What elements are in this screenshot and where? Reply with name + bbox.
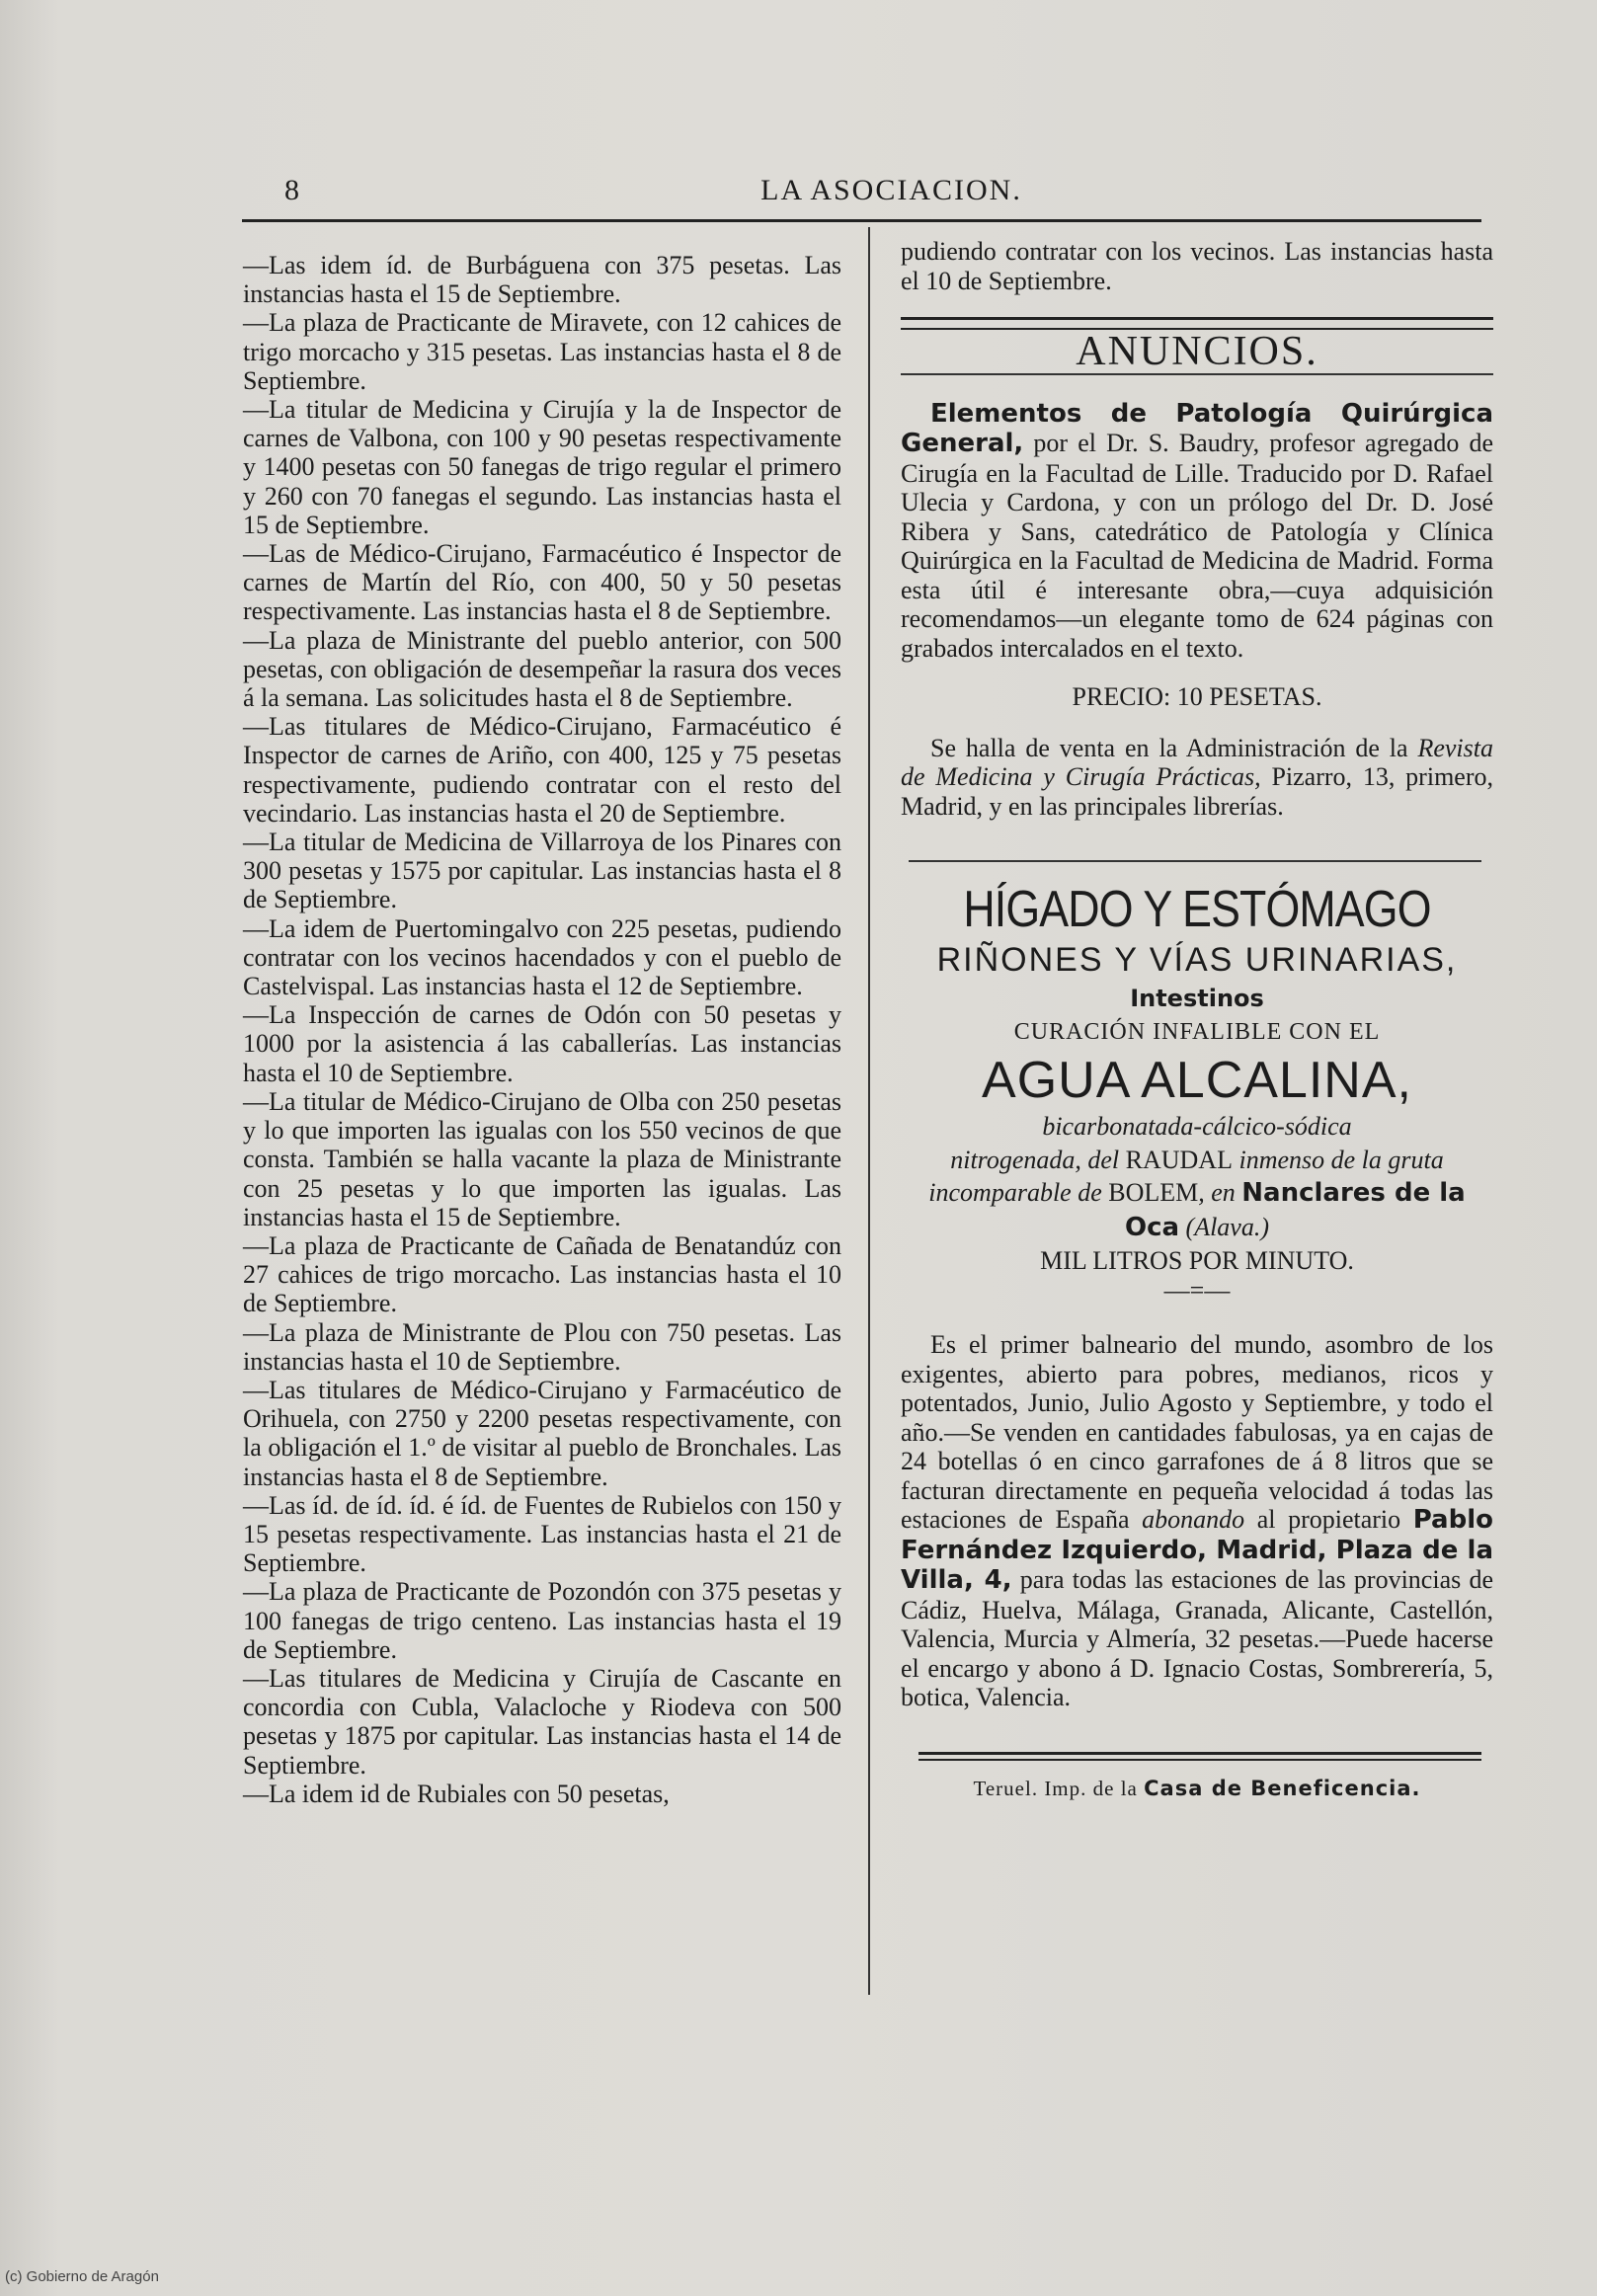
vacancy-paragraph: —La idem id de Rubiales con 50 pesetas, xyxy=(243,1779,670,1808)
vacancy-paragraph: —Las titulares de Medicina y Cirujía de Cascante en concordia con Cubla, Valacloche y Riodeva con 500 pesetas y 1875 por capitular. Las instancias hasta el 14 de Septiembre. xyxy=(243,1663,841,1780)
ad-text: para todas las estaciones de las provincias de Cádiz, Huelva, Málaga, Granada, Alicante, Castellón, Valencia, Murcia y Almería, 32 pesetas.—Puede hacerse el encargo y abono á D. Ignacio Costas, Sombrerería, 5, botica, Valencia. xyxy=(901,1565,1493,1711)
vacancy-paragraph: —Las titulares de Médico-Cirujano y Farmacéutico de Orihuela, con 2750 y 2200 pesetas respectivamente, con la obligación el 1.º de visitar al pueblo de Bronchales. Las instancias hasta el 8 de Septiembre. xyxy=(243,1375,841,1491)
ad-book-sale xyxy=(901,734,1493,822)
header-rule xyxy=(242,219,1481,222)
ad-water-line: CURACIÓN INFALIBLE CON EL xyxy=(1013,1018,1381,1045)
vacancy-paragraph: —Las de Médico-Cirujano, Farmacéutico é Inspector de carnes de Martín del Río, con 400, 50 y 50 pesetas respectivamente. Las instancias hasta el 8 de Septiembre. xyxy=(243,539,841,626)
vacancy-paragraph: —La plaza de Practicante de Cañada de Benatandúz con 27 cahices de trigo morcacho. Las instancias hasta el 10 de Septiembre. xyxy=(243,1230,841,1318)
owner-address: Pablo Fernández Izquierdo, Madrid, Plaza de la Villa, 4, xyxy=(901,1505,1493,1595)
ad-water-body xyxy=(901,1330,1493,1712)
imprint-rule xyxy=(918,1752,1481,1761)
ad-water-line xyxy=(901,1178,1493,1209)
section-title: ANUNCIOS. xyxy=(1076,329,1318,374)
vacancy-paragraph: —La titular de Medicina y Cirujía y la de Inspector de carnes de Valbona, con 100 y 90 pesetas respectivamente y 1400 pesetas con 50 fanegas de trigo regular el primero y 260 con 70 fanegas el segundo. Las instancias hasta el 15 de Septiembre. xyxy=(243,395,841,539)
vacancy-paragraph: —Las idem íd. de Burbáguena con 375 pesetas. Las instancias hasta el 15 de Septiembre. xyxy=(243,251,841,309)
vacancy-paragraph: —La plaza de Ministrante del pueblo anterior, con 500 pesetas, con obligación de desempeñar la rasura dos veces á la semana. Las solicitudes hasta el 8 de Septiembre. xyxy=(243,625,841,713)
vacancy-paragraph: —La Inspección de carnes de Odón con 50 pesetas y 1000 por la asistencia á las caballerías. Las instancias hasta el 10 de Septiembre. xyxy=(243,1000,841,1087)
journal-name: Revista de Medicina y Cirugía Prácticas, xyxy=(901,733,1493,791)
vacancy-paragraph: —Las íd. de íd. íd. é íd. de Fuentes de Rubielos con 150 y 15 pesetas respectivamente. Las instancias hasta el 21 de Septiembre. xyxy=(243,1490,841,1578)
page-number: 8 xyxy=(284,174,299,206)
running-title: LA ASOCIACION. xyxy=(760,174,1022,206)
vacancy-paragraph: —La plaza de Practicante de Miravete, con 12 cahices de trigo morcacho y 315 pesetas. Las instancias hasta el 8 de Septiembre. xyxy=(243,308,841,395)
ad-book-body: por el Dr. S. Baudry, profesor agregado de Cirugía en la Facultad de Lille. Traducido por D. Rafael Ulecia y Cardona, y con un prólogo del Dr. D. José Ribera y Sans, catedrático de Patología y Clínica Quirúrgica en la Facultad de Medicina de Madrid. Forma esta útil é interesante obra,—cuya adquisición recomendamos—un elegante tomo de 624 páginas con grabados intercalados en el texto. xyxy=(901,429,1493,663)
sale-text: Pizarro, 13, primero, Madrid, y en las principales librerías. xyxy=(901,762,1493,821)
continuation-paragraph: pudiendo contratar con los vecinos. Las instancias hasta el 10 de Septiembre. xyxy=(901,237,1493,295)
ad-book-price: PRECIO: 10 PESETAS. xyxy=(1072,682,1322,711)
column-divider xyxy=(868,227,870,1995)
ad-text: nitrogenada, del xyxy=(950,1145,1126,1174)
ad-book xyxy=(901,399,1493,664)
ad-water-line: bicarbonatada-cálcico-sódica xyxy=(1042,1112,1352,1141)
vacancy-paragraph: —La titular de Médico-Cirujano de Olba con 250 pesetas y lo que importen las igualas con los 550 vecinos de que consta. También se halla vacante la plaza de Ministrante con 25 pesetas y lo que importen las igualas. Las instancias hasta el 15 de Septiembre. xyxy=(243,1086,841,1231)
vacancy-paragraph: —Las titulares de Médico-Cirujano, Farmacéutico é Inspector de carnes de Ariño, con 400, 125 y 75 pesetas respectivamente, pudiendo contratar con el resto del vecindario. Las instancias hasta el 20 de Septiembre. xyxy=(243,712,841,828)
ad-text: RAUDAL xyxy=(1125,1145,1233,1174)
vacancy-paragraph: —La plaza de Ministrante de Plou con 750 pesetas. Las instancias hasta el 10 de Septiembre. xyxy=(243,1317,841,1376)
imprint xyxy=(901,1775,1493,1804)
imprint-text: Casa de Beneficencia. xyxy=(1144,1776,1421,1800)
ad-water-line xyxy=(901,1146,1493,1175)
ad-water-line: Intestinos xyxy=(1130,985,1264,1012)
sale-text: Se halla de venta en la Administración de la xyxy=(930,733,1418,762)
ad-text: , en xyxy=(1198,1178,1242,1207)
vacancy-paragraph: —La idem de Puertomingalvo con 225 pesetas, pudiendo contratar con los vecinos hacendados y con el pueblo de Castelvispal. Las instancias hasta el 12 de Septiembre. xyxy=(243,913,841,1001)
vacancy-paragraph: —La titular de Medicina de Villarroya de los Pinares con 300 pesetas y 1575 por capitular. Las instancias hasta el 8 de Septiembre. xyxy=(243,828,841,914)
right-column xyxy=(901,237,1493,1803)
left-column xyxy=(243,251,841,1808)
page-header xyxy=(242,170,1481,209)
ad-water-line: MIL LITROS POR MINUTO. xyxy=(1040,1246,1354,1275)
ad-text: al propietario xyxy=(1244,1505,1413,1534)
place-name: Oca xyxy=(1124,1212,1180,1242)
ad-water-line xyxy=(901,1213,1493,1243)
ad-text: Es el primer balneario del mundo, asombro de los exigentes, abierto para pobres, medianos, ricos y potentados, Junio, Julio Agosto y Septiembre, y todo el año.—Se venden en cantidades fabulosas, ya en cajas de 24 botellas ó en cinco garrafones de á 8 litros que se facturan directamente en pequeña velocidad á todas las estaciones de España xyxy=(901,1330,1493,1534)
ad-text: BOLEM xyxy=(1108,1178,1199,1207)
imprint-text: Teruel. Imp. de la xyxy=(973,1776,1145,1800)
ad-water-subheadline: RIÑONES Y VÍAS URINARIAS, xyxy=(936,941,1458,979)
ad-water-headline: HÍGADO Y ESTÓMAGO xyxy=(963,881,1431,938)
ad-water-brand: AGUA ALCALINA, xyxy=(982,1052,1412,1109)
ad-text: abonando xyxy=(1142,1505,1245,1534)
ad-text: (Alava.) xyxy=(1179,1212,1270,1241)
vacancy-paragraph: —La plaza de Practicante de Pozondón con 375 pesetas y 100 fanegas de trigo centeno. Las instancias hasta el 19 de Septiembre. xyxy=(243,1577,841,1664)
copyright-watermark: (c) Gobierno de Aragón xyxy=(5,2268,159,2285)
place-name: Nanclares de la xyxy=(1241,1178,1466,1208)
ad-text: inmenso de la gruta xyxy=(1232,1145,1444,1174)
ad-divider: —=— xyxy=(1163,1275,1231,1305)
ad-book-title: Elementos de Patología Quirúrgica General, xyxy=(901,398,1493,458)
ad-text: incomparable de xyxy=(928,1178,1109,1207)
